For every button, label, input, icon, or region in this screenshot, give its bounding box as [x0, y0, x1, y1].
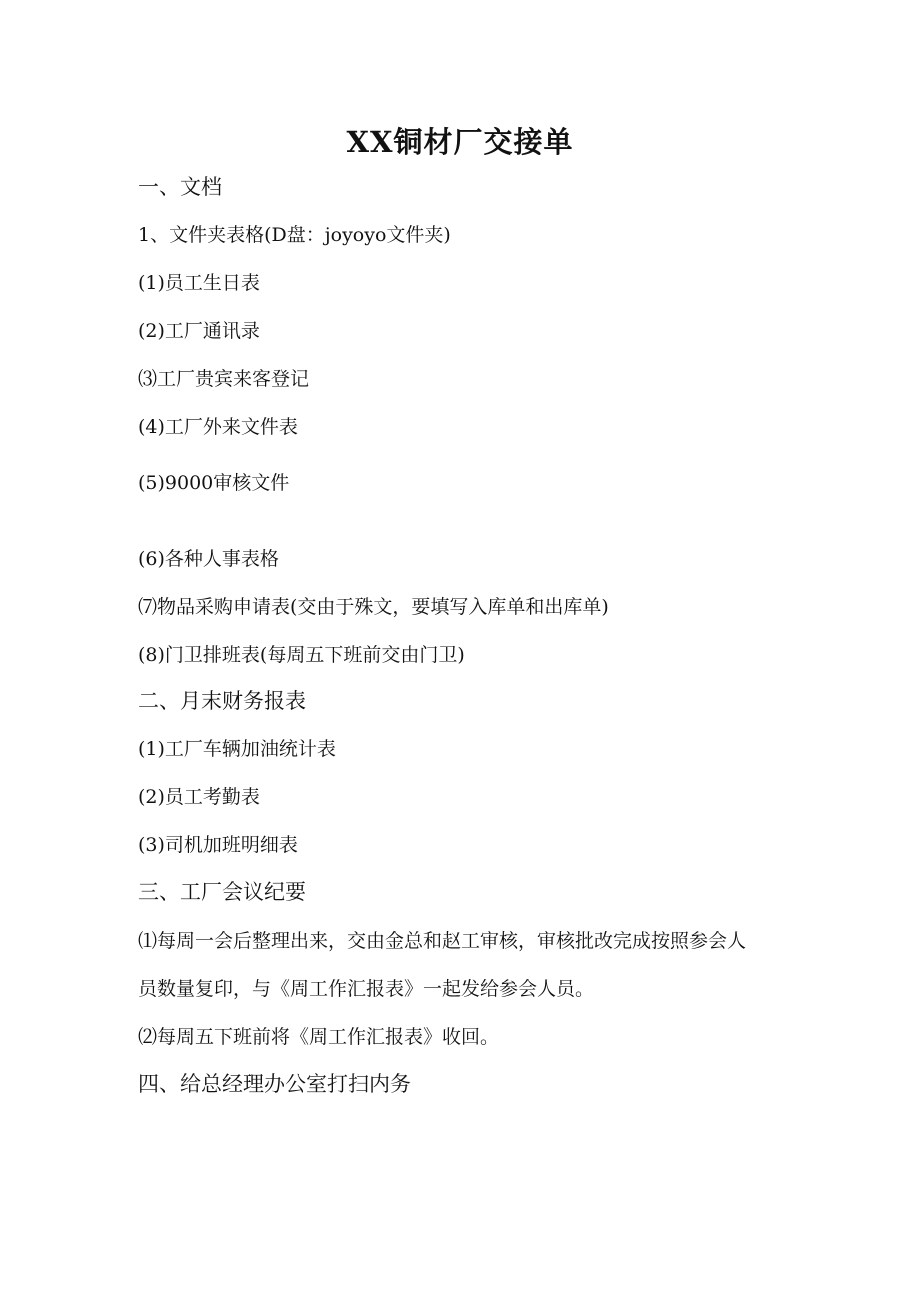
document-title: XX铜材厂交接单: [346, 125, 574, 159]
list-item: (3)司机加班明细表: [138, 834, 298, 856]
list-item: (4)工厂外来文件表: [138, 416, 298, 438]
list-item: ⑴每周一会后整理出来，交由金总和赵工审核，审核批改完成按照参会人: [138, 930, 747, 952]
list-item: 1、文件夹表格(D盘：joyoyo文件夹): [138, 224, 451, 246]
list-item: ⑵每周五下班前将《周工作汇报表》收回。: [138, 1026, 500, 1048]
list-item: (2)工厂通讯录: [138, 320, 260, 342]
list-item: 员数量复印，与《周工作汇报表》一起发给参会人员。: [138, 978, 595, 1000]
list-item: ⑶工厂贵宾来客登记: [138, 368, 310, 390]
list-item: (1)员工生日表: [138, 272, 260, 294]
list-item: (2)员工考勤表: [138, 786, 260, 808]
section-heading-cleaning: 四、给总经理办公室打扫内务: [138, 1072, 411, 1096]
list-item: ⑺物品采购申请表(交由于殊文，要填写入库单和出库单): [138, 596, 609, 618]
section-heading-meetings: 三、工厂会议纪要: [138, 880, 306, 904]
list-item: (5)9000审核文件: [138, 472, 290, 494]
section-heading-documents: 一、文档: [138, 175, 222, 199]
list-item: (1)工厂车辆加油统计表: [138, 738, 336, 760]
list-item: (8)门卫排班表(每周五下班前交由门卫): [138, 644, 465, 666]
section-heading-finance: 二、月末财务报表: [138, 689, 306, 713]
list-item: (6)各种人事表格: [138, 548, 279, 570]
